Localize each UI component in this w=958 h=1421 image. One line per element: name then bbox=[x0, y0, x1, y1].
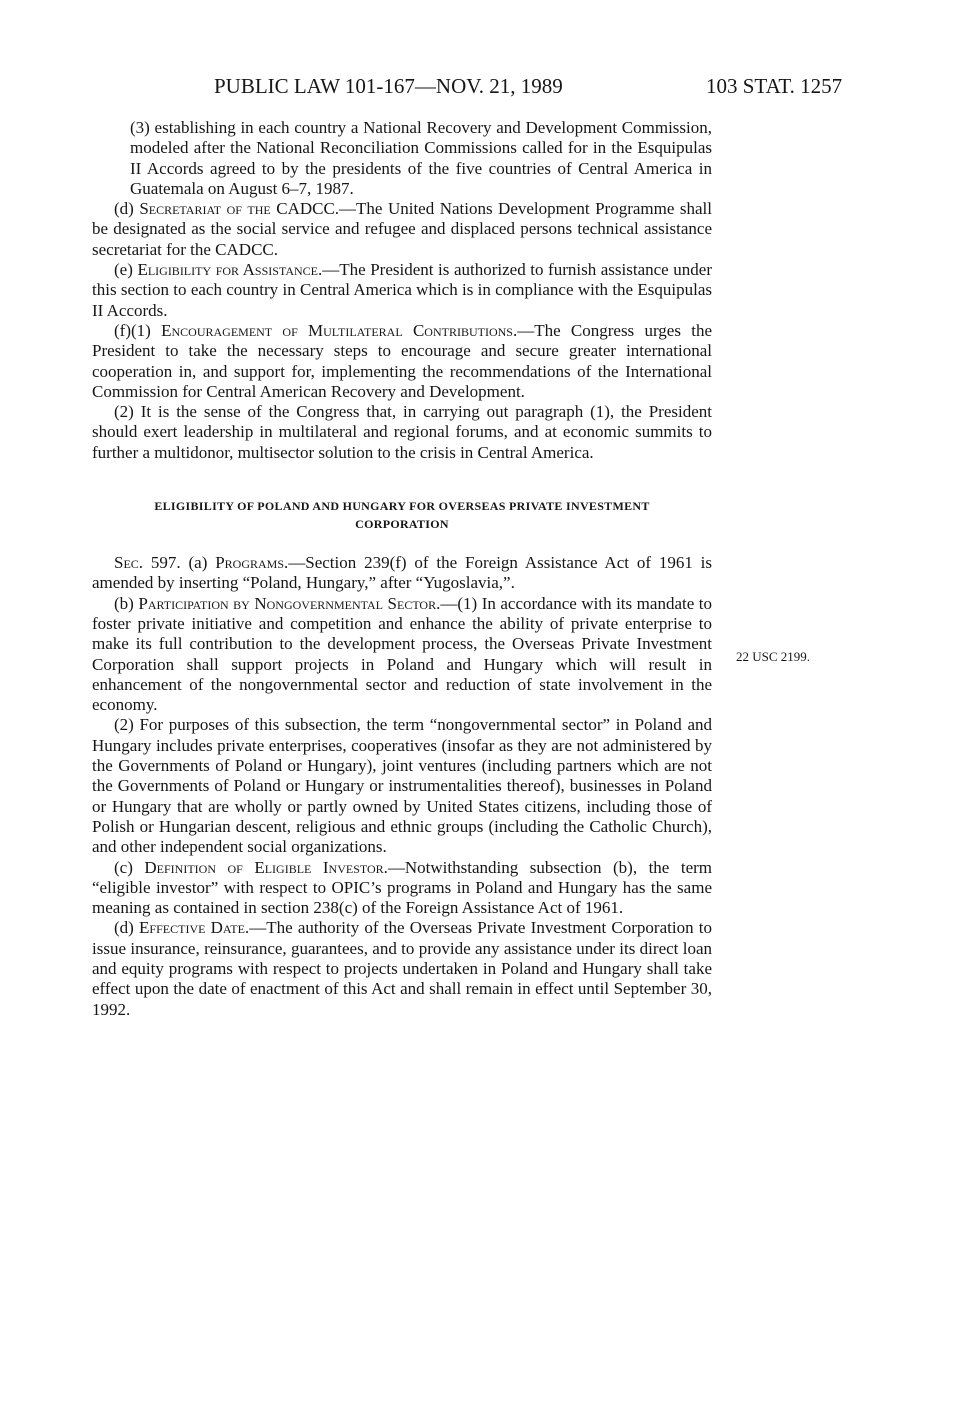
section-c-label: (c) bbox=[114, 857, 133, 877]
section-c-body: —Notwithstanding subsection (b), the term “eligible investor” with respect to OPIC’s programs in Poland and Hungary has the same meaning as contained in section 238(c) of the Foreign Assistance Act of 1961. bbox=[92, 857, 713, 918]
section-b-label: (b) bbox=[114, 593, 134, 613]
section-b-title: Participation by Nongovernmental Sector. bbox=[138, 593, 441, 613]
subsection-f1-body: —The Congress urges the President to take the necessary steps to encourage and secure greater international cooperation in, and support for, implementing the recommendations of the International Commission for Central American Recovery and Development. bbox=[92, 320, 712, 401]
subsection-e bbox=[92, 260, 712, 321]
subsection-d bbox=[92, 199, 712, 260]
subsection-f2: (2) It is the sense of the Congress that, in carrying out paragraph (1), the President should exert leadership in multilateral and regional forums, and at economic summits to further a multidonor, multisector solution to the crisis in Central America. bbox=[92, 402, 712, 462]
section-597-b1 bbox=[92, 594, 712, 716]
section-a-label: (a) bbox=[188, 553, 208, 573]
section-b-body: —(1) In accordance with its mandate to foster private initiative and competition and enhance the ability of private enterprise to make its full contribution to the development process, the Overseas Private Investment Corporation shall support projects in Poland and Hungary which will result in enhancement of the nongovernmental sector and reduction of state involvement in the economy. bbox=[92, 593, 712, 715]
section-d-label: (d) bbox=[114, 918, 134, 938]
usc-margin-note: 22 USC 2199. bbox=[736, 649, 811, 664]
subsection-e-label: (e) bbox=[114, 260, 133, 280]
text-column bbox=[92, 118, 712, 1020]
section-a-body: —Section 239(f) of the Foreign Assistance Act of 1961 is amended by inserting “Poland, Hungary,” after “Yugoslavia,”. bbox=[92, 553, 713, 593]
section-d-title: Effective Date. bbox=[139, 918, 250, 938]
subsection-f1-title: Encouragement of Multilateral Contributions. bbox=[161, 320, 518, 340]
section-597-d bbox=[92, 918, 712, 1019]
subsection-f1-label: (f)(1) bbox=[114, 320, 151, 340]
running-header-title: PUBLIC LAW 101-167—NOV. 21, 1989 bbox=[214, 74, 563, 98]
subsection-e-body: —The President is authorized to furnish assistance under this section to each country in Central America which is in compliance with the Esquipulas II Accords. bbox=[92, 260, 712, 320]
section-d-body: —The authority of the Overseas Private Investment Corporation to issue insurance, reinsurance, guarantees, and to provide any assistance under its direct loan and equity programs with respect to projects undertaken in Poland and Hungary shall take effect upon the date of enactment of this Act and shall remain in effect until September 30, 1992. bbox=[92, 918, 713, 1019]
section-597-b2: (2) For purposes of this subsection, the term “nongovernmental sector” in Poland and Hungary includes private enterprises, cooperatives (insofar as they are not administered by the Governments of Poland or Hungary), joint ventures (including partners which are not the Governments of Poland or Hungary or instrumentalities thereof), businesses in Poland or Hungary that are wholly or partly owned by United States citizens, including those of Polish or Hungarian descent, religious and ethnic groups (including the Catholic Church), and other independent social organizations. bbox=[92, 715, 712, 857]
section-heading: ELIGIBILITY OF POLAND AND HUNGARY FOR OVERSEAS PRIVATE INVESTMENT CORPORATION bbox=[154, 499, 650, 532]
subsection-f1 bbox=[92, 321, 712, 402]
subsection-d-body: —The United Nations Development Programme shall be designated as the social service and refugee and displaced persons technical assistance secretariat for the CADCC. bbox=[92, 199, 713, 259]
running-header-stat: 103 STAT. 1257 bbox=[706, 74, 843, 98]
section-c-title: Definition of Eligible Investor. bbox=[144, 857, 388, 877]
subsection-d-label: (d) bbox=[114, 199, 134, 219]
paragraph-3: (3) establishing in each country a National Recovery and Development Commission, modeled after the National Reconciliation Commissions called for in the Esquipulas II Accords agreed to by the presidents of the five countries of Central America in Guatemala on August 6–7, 1987. bbox=[130, 118, 712, 198]
section-number: Sec. 597. bbox=[114, 553, 181, 573]
section-597-a bbox=[92, 553, 712, 594]
subsection-e-title: Eligibility for Assistance. bbox=[137, 260, 323, 280]
subsection-d-title: Secretariat of the CADCC. bbox=[139, 199, 340, 219]
section-a-title: Programs. bbox=[215, 553, 289, 573]
section-597-c bbox=[92, 858, 712, 919]
